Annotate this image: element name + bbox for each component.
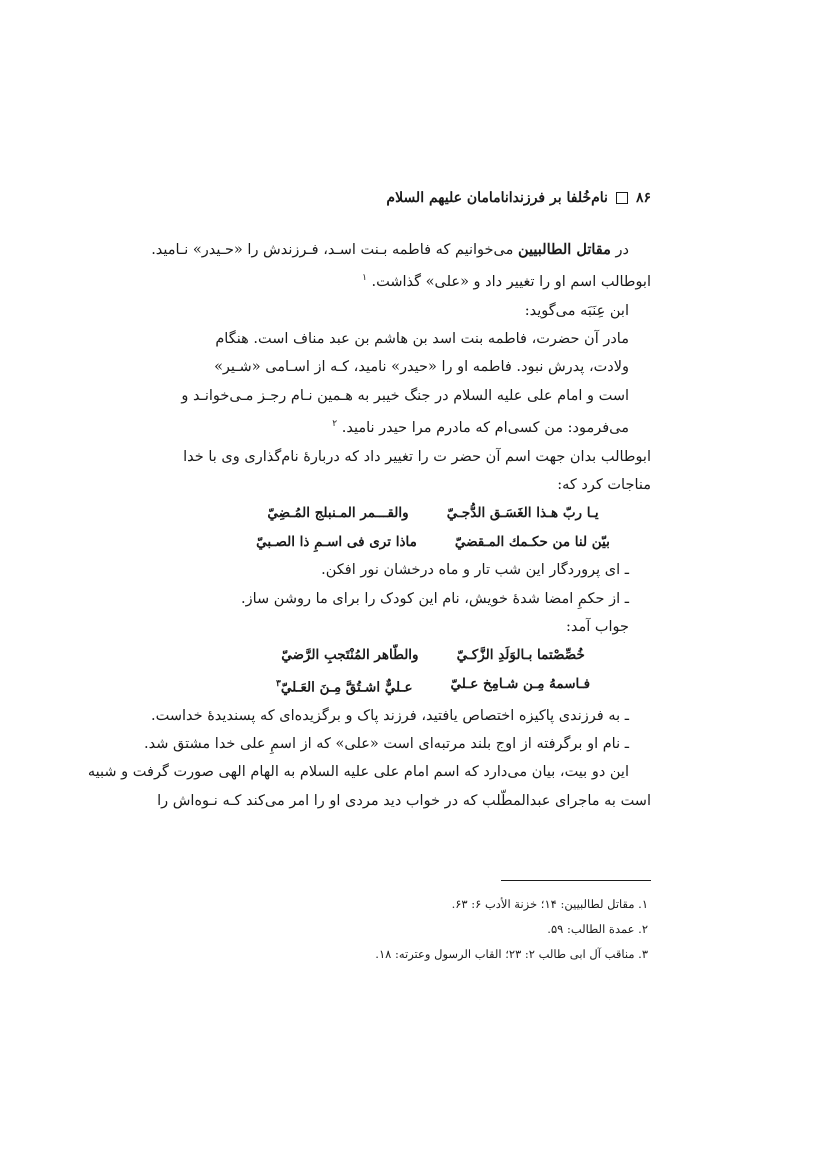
running-header <box>171 190 651 206</box>
text-run: می‌فرمود: من کسی‌ام که مادرم مرا حیدر نامید. <box>341 420 629 437</box>
book-title-bold: مقاتل الطالبيين <box>517 241 611 258</box>
hemistich: والطّاهر المُنْتَجبِ الرَّضيّ <box>281 647 419 664</box>
translation-line: ـ از حکمِ امضا شدهٔ خویش، نام این کودک را برای ما روشن ساز. <box>241 590 629 607</box>
text-run: در <box>615 242 629 258</box>
paragraph-line: جواب آمد: <box>565 618 629 635</box>
quote-line: است و امام علی عليه السلام در جنگ خیبر به هـمین نـام رجـز مـی‌خوانـد و <box>181 387 629 404</box>
paragraph-line <box>151 236 651 264</box>
text-run: ابوطالب اسم او را تغییر داد و «علی» گذاشت. <box>371 274 651 291</box>
footnote-ref: ۱ <box>362 273 367 284</box>
text-run: می‌خوانیم که فاطمه بـنت اسـد، فـرزندش را «حـیدر» نـامید. <box>151 242 514 258</box>
chapter-title: نام‌خُلفا بر فرزندانامامان عليهم السلام <box>386 190 608 206</box>
quote-line: مادر آن حضرت، فاطمه بنت اسد بن هاشم بن عبد مناف است. هنگام <box>215 331 629 348</box>
hemistich: والقـــمر المـنبلج المُـضِيّ <box>267 505 409 522</box>
main-text <box>87 236 651 815</box>
hemistich: فـاسمهُ مِـن شـامِخ عـليّ <box>450 675 591 692</box>
hemistich: بيّن لنا من حكـمك المـقضيّ <box>454 533 610 550</box>
hemistich <box>276 670 413 702</box>
verse-line <box>175 670 651 702</box>
verse-line <box>175 499 651 527</box>
footnote: ۳. مناقب آل ابی طالب ۲: ۲۳؛ القاب الرسول وعترته: ۱۸. <box>375 947 648 961</box>
paragraph-line: است به ماجرای عبدالمطّلب که در خواب دید مردی او را امر می‌کند کـه نـوه‌اش را <box>157 792 651 809</box>
page-number: ۸۶ <box>635 190 651 206</box>
verse-line <box>175 528 651 556</box>
hemistich: ماذا ترى فى اسـمِ ذا الصـبيّ <box>256 533 417 550</box>
footnote-divider <box>501 880 651 881</box>
paragraph-line <box>175 264 651 296</box>
text-run: عـليٌّ اشـتُقَّ مِـنَ العَـليّ <box>280 679 413 696</box>
translation-line: ـ به فرزندی پاکیزه اختصاص یافتید، فرزند پاک و برگزیده‌ای که پسندیدهٔ خداست. <box>151 707 629 724</box>
hemistich: خُصِّصْتما بـالوَلَدِ الزَّكـيّ <box>456 647 585 664</box>
paragraph-line: این دو بیت، بیان می‌دارد که اسم امام علی عليه السلام به الهام الهی صورت گرفت و شبیه <box>87 764 629 781</box>
translation-line: ـ ای پروردگار این شب تار و ماه درخشان نور افکن. <box>321 562 629 579</box>
footnote: ۱. مقاتل لطالبیین: ۱۴؛ خزنة الأدب ۶: ۶۳. <box>451 897 648 911</box>
footnotes <box>178 892 648 967</box>
paragraph-line: ابن عِنَبَه می‌گوید: <box>524 302 629 319</box>
quote-line: ولادت، پدرش نبود. فاطمه او را «حیدر» نامید، کـه از اسـامی «شـیر» <box>214 359 629 376</box>
quote-line <box>175 410 651 442</box>
footnote-ref: ۳ <box>275 678 281 689</box>
square-bullet-icon <box>616 192 628 204</box>
verse-line <box>175 641 651 669</box>
paragraph-line: مناجات کرد که: <box>557 476 651 493</box>
footnote-ref: ۲ <box>332 419 338 430</box>
footnote: ۲. عمدة الطالب: ۵۹. <box>547 922 648 936</box>
translation-line: ـ نام او برگرفته از اوج بلند مرتبه‌ای است «علی» که از اسمِ علی خدا مشتق شد. <box>144 736 629 753</box>
hemistich: يـا ربّ هـذا الغَسَـق الدُّجـيّ <box>446 505 599 522</box>
paragraph-line: ابوطالب بدان جهت اسم آن حضر ت را تغییر داد که دربارهٔ نام‌گذاری وی با خدا <box>183 448 651 465</box>
